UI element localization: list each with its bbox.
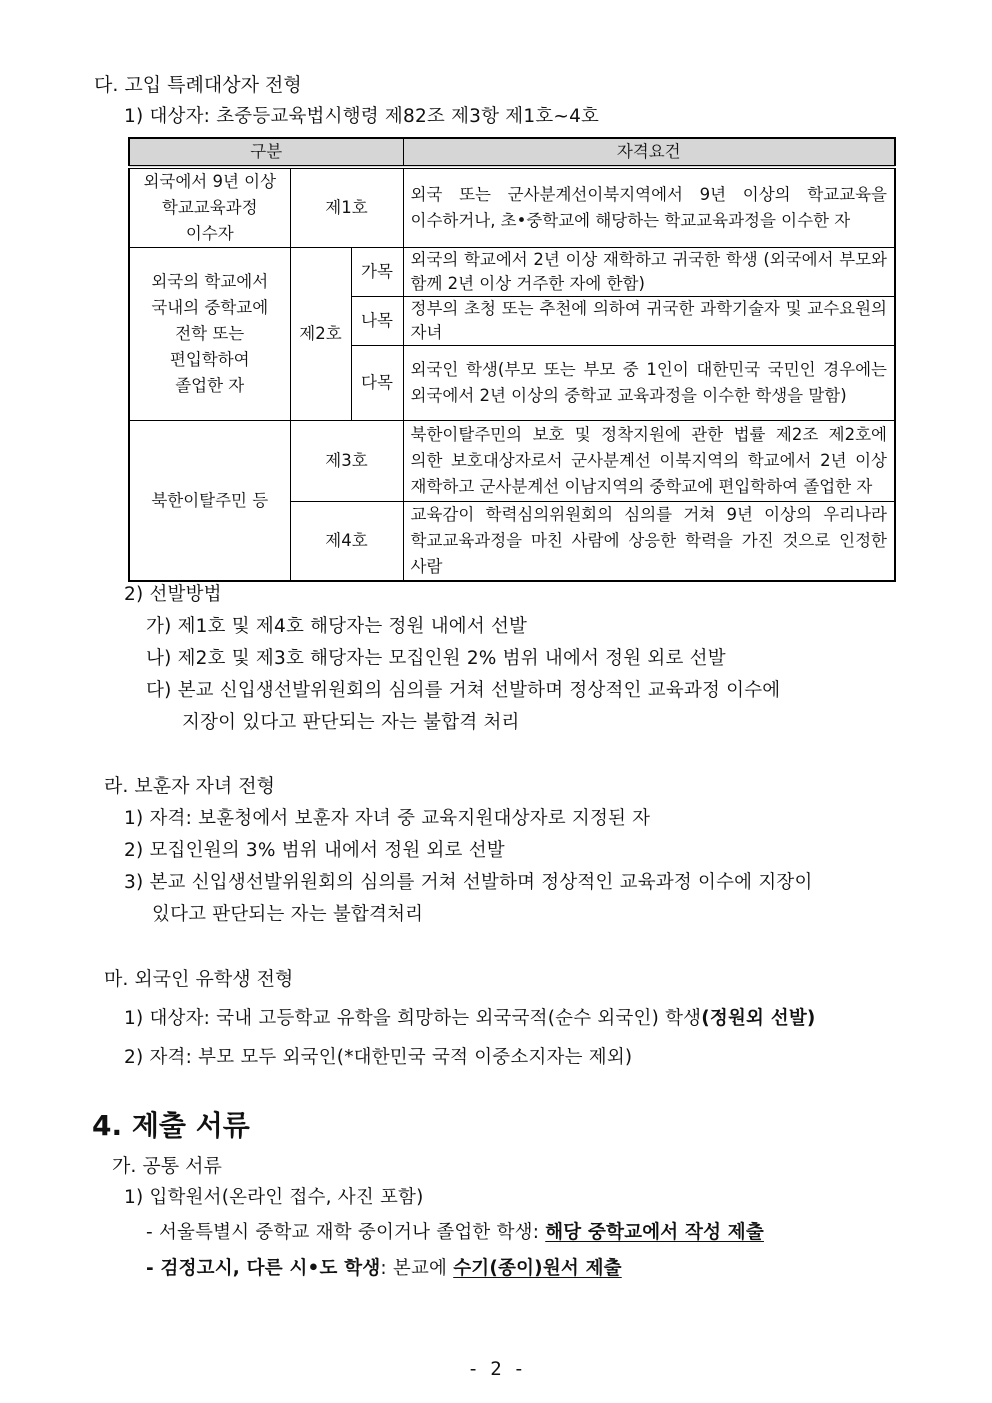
documents-dash-1 [146,1218,764,1244]
target-line: 1) 대상자: 초중등교육법시행령 제82조 제3항 제1호~4호 [124,106,600,127]
method-item: 나) 제2호 및 제3호 해당자는 모집인원 2% 범위 내에서 정원 외로 선발 [146,648,726,669]
table-row [129,167,895,248]
category-cell: 북한이탈주민 등 [129,421,290,582]
category-line: 졸업한 자 [175,376,245,395]
method-item: 가) 제1호 및 제4호 해당자는 정원 내에서 선발 [146,616,528,637]
category-line: 외국의 학교에서 [151,272,269,291]
sub-clause-cell: 나목 [351,297,403,346]
foreign-item-1-bold: (정원외 선발) [701,1008,816,1029]
dash-1-text: - 서울특별시 중학교 재학 중이거나 졸업한 학생: [146,1222,546,1243]
sub-clause-cell: 가목 [351,248,403,297]
category-line: 학교교육과정 [161,198,258,217]
eligibility-table [128,137,896,582]
sub-heading-common-documents: 가. 공통 서류 [112,1155,222,1177]
requirement-cell: 정부의 초청 또는 추천에 의하여 귀국한 과학기술자 및 교수요원의 자녀 [403,297,895,346]
category-cell [129,167,290,248]
veterans-item: 1) 자격: 보훈청에서 보훈자 자녀 중 교육지원대상자로 지정된 자 [124,808,651,829]
documents-item-1: 1) 입학원서(온라인 접수, 사진 포함) [124,1187,424,1208]
dash-2-text: : 본교에 [380,1258,454,1279]
veterans-item-continuation: 있다고 판단되는 자는 불합격처리 [152,904,424,925]
method-item: 다) 본교 신입생선발위원회의 심의를 거쳐 선발하며 정상적인 교육과정 이수에 [146,680,781,701]
veterans-item: 3) 본교 신입생선발위원회의 심의를 거쳐 선발하며 정상적인 교육과정 이수에 지장이 [124,872,813,893]
dash-1-emphasis: 해당 중학교에서 작성 제출 [545,1222,764,1243]
sub-clause-cell: 다목 [351,346,403,421]
section-heading-foreign-students: 마. 외국인 유학생 전형 [104,968,294,990]
header-category: 구분 [129,138,403,167]
category-line: 외국에서 9년 이상 [143,172,277,191]
dash-2-bold: - 검정고시, 다른 시•도 학생 [146,1258,381,1279]
table-row [129,421,895,502]
category-line: 국내의 중학교에 [151,298,269,317]
requirement-cell: 외국인 학생(부모 또는 부모 중 1인이 대한민국 국민인 경우에는 외국에서 2년 이상의 중학교 교육과정을 이수한 학생을 말함) [403,346,895,421]
dash-2-emphasis: 수기(종이)원서 제출 [453,1258,622,1279]
documents-dash-2 [146,1254,622,1280]
page-number: - 2 - [467,1358,525,1380]
clause-cell: 제3호 [290,421,403,502]
clause-cell: 제2호 [290,248,351,421]
header-requirement: 자격요건 [403,138,895,167]
table-header-row [129,138,895,167]
requirement-cell: 외국 또는 군사분계선이북지역에서 9년 이상의 학교교육을 이수하거나, 초•중학교에 해당하는 학교교육과정을 이수한 자 [403,167,895,248]
foreign-item-1-text: 1) 대상자: 국내 고등학교 유학을 희망하는 외국국적(순수 외국인) 학생 [124,1008,702,1029]
category-line: 이수자 [185,224,234,243]
requirement-cell: 북한이탈주민의 보호 및 정착지원에 관한 법률 제2조 제2호에 의한 보호대상자로서 군사분계선 이북지역의 학교에서 2년 이상 재학하고 군사분계선 이남지역의 중학교에 편입학하여 졸업한 자 [403,421,895,502]
method-heading: 2) 선발방법 [124,584,222,605]
clause-cell: 제4호 [290,502,403,582]
category-line: 전학 또는 [175,324,245,343]
clause-cell: 제1호 [290,167,403,248]
section-heading-special-admission: 다. 고입 특례대상자 전형 [94,74,302,96]
category-cell [129,248,290,421]
foreign-item-1 [124,1004,816,1030]
veterans-item: 2) 모집인원의 3% 범위 내에서 정원 외로 선발 [124,840,505,861]
category-line: 편입학하여 [169,350,250,369]
foreign-item-2: 2) 자격: 부모 모두 외국인(*대한민국 국적 이중소지자는 제외) [124,1047,633,1068]
section-heading-documents: 4. 제출 서류 [92,1109,250,1142]
table-row [129,248,895,297]
section-heading-veterans: 라. 보훈자 자녀 전형 [104,775,275,797]
requirement-cell: 외국의 학교에서 2년 이상 재학하고 귀국한 학생 (외국에서 부모와 함께 2년 이상 거주한 자에 한함) [403,248,895,297]
method-item-continuation: 지장이 있다고 판단되는 자는 불합격 처리 [182,712,520,733]
requirement-cell: 교육감이 학력심의위원회의 심의를 거쳐 9년 이상의 우리나라 학교교육과정을 마친 사람에 상응한 학력을 가진 것으로 인정한 사람 [403,502,895,582]
